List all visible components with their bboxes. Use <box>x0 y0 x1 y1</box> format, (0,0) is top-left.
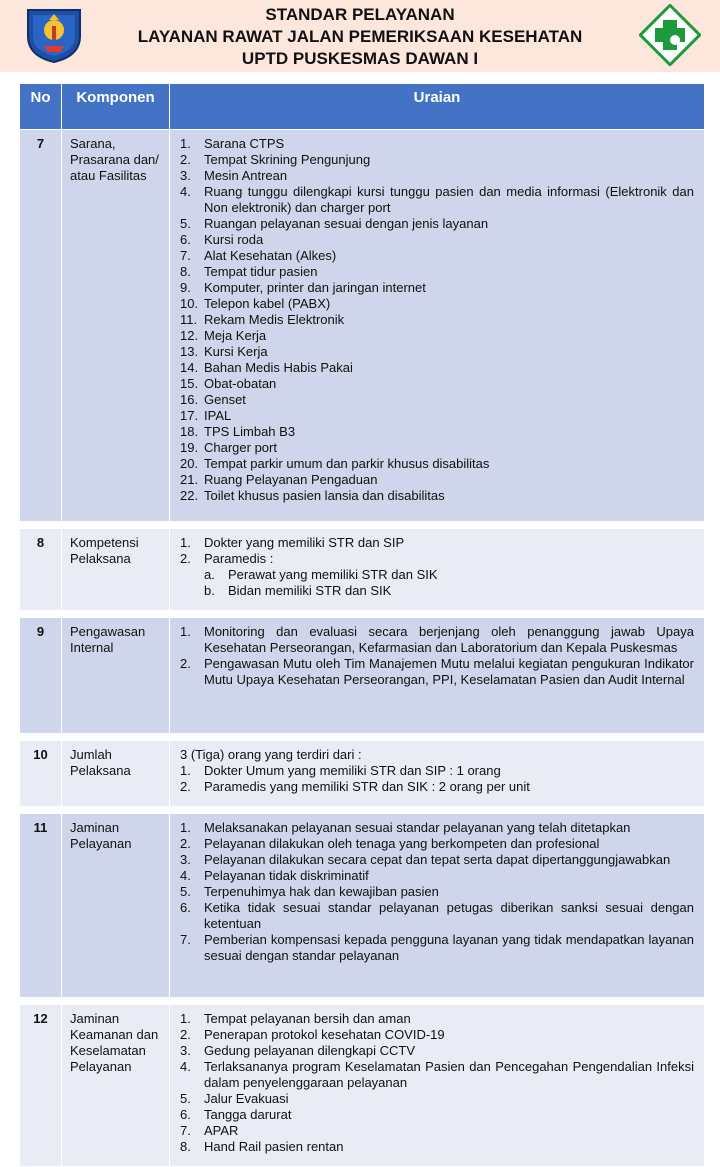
list-item-text: Komputer, printer dan jaringan internet <box>204 280 426 295</box>
list-item <box>180 900 694 932</box>
list-item-text: Ruang tunggu dilengkapi kursi tunggu pasien dan media informasi (Elektronik dan Non elektronik) dan charger port <box>204 184 694 215</box>
list-item <box>180 624 694 656</box>
list-item-number: 4. <box>180 184 191 199</box>
row-spacer-cell <box>20 998 705 1005</box>
row-uraian <box>170 814 705 998</box>
list-item-number: 5. <box>180 1091 191 1106</box>
row-spacer-cell <box>20 522 705 529</box>
list-item-text: Monitoring dan evaluasi secara berjenjang oleh penanggung jawab Upaya Kesehatan Perseorangan, Kefarmasian dan Laboratorium dan Kepala Puskesmas <box>204 624 694 655</box>
row-spacer-cell <box>20 611 705 618</box>
list-item-number: 21. <box>180 472 199 487</box>
list-item <box>180 456 694 472</box>
list-item <box>180 424 694 440</box>
list-item-number: 1. <box>180 763 191 778</box>
list-item <box>180 472 694 488</box>
standard-service-table <box>19 84 705 1167</box>
list-item <box>180 312 694 328</box>
uraian-list <box>180 1011 694 1155</box>
table-row <box>20 130 705 522</box>
list-item <box>180 820 694 836</box>
table-row <box>20 741 705 807</box>
list-item-number: 2. <box>180 836 191 851</box>
list-item-text: Charger port <box>204 440 277 455</box>
table-row <box>20 1005 705 1167</box>
list-item <box>180 1027 694 1043</box>
list-item-number: 6. <box>180 1107 191 1122</box>
list-item-text: TPS Limbah B3 <box>204 424 296 439</box>
list-item-text: Telepon kabel (PABX) <box>204 296 331 311</box>
list-item-number: 1. <box>180 1011 191 1026</box>
list-item <box>180 932 694 964</box>
list-item <box>180 360 694 376</box>
row-spacer <box>20 998 705 1005</box>
uraian-list <box>180 820 694 964</box>
list-item <box>180 488 694 504</box>
list-item-number: 20. <box>180 456 199 471</box>
list-item-number: 12. <box>180 328 199 343</box>
list-item-text: Kursi Kerja <box>204 344 268 359</box>
row-spacer <box>20 522 705 529</box>
row-number: 11 <box>20 814 62 998</box>
list-item <box>180 763 694 779</box>
list-item-number: 3. <box>180 852 191 867</box>
list-item-text: Paramedis yang memiliki STR dan SIK : 2 orang per unit <box>204 779 530 794</box>
sub-list-item-letter: b. <box>204 583 215 598</box>
uraian-list <box>180 763 694 795</box>
list-item-text: Tempat Skrining Pengunjung <box>204 152 371 167</box>
sub-list-item-text: Perawat yang memiliki STR dan SIK <box>228 567 438 582</box>
list-item-number: 4. <box>180 1059 191 1074</box>
title-line-1: STANDAR PELAYANAN <box>265 5 455 24</box>
list-item-text: IPAL <box>204 408 232 423</box>
list-item-number: 2. <box>180 656 191 671</box>
table-row <box>20 529 705 611</box>
list-item-number: 8. <box>180 264 191 279</box>
list-item <box>180 1139 694 1155</box>
list-item-text: Tempat tidur pasien <box>204 264 318 279</box>
list-item-text: Hand Rail pasien rentan <box>204 1139 344 1154</box>
list-item-text: Toilet khusus pasien lansia dan disabilitas <box>204 488 445 503</box>
list-item-text: Tempat pelayanan bersih dan aman <box>204 1011 411 1026</box>
title-line-3: UPTD PUSKESMAS DAWAN I <box>241 49 479 68</box>
list-item-text: Pelayanan tidak diskriminatif <box>204 868 369 883</box>
list-item-number: 10. <box>180 296 199 311</box>
list-item-number: 16. <box>180 392 199 407</box>
list-item <box>180 779 694 795</box>
list-item <box>180 1123 694 1139</box>
row-spacer-cell <box>20 734 705 741</box>
list-item <box>180 248 694 264</box>
list-item-text: Meja Kerja <box>204 328 267 343</box>
list-item-text: Alat Kesehatan (Alkes) <box>204 248 337 263</box>
list-item <box>180 376 694 392</box>
row-komponen: Jaminan Pelayanan <box>62 814 170 998</box>
list-item-number: 14. <box>180 360 199 375</box>
list-item <box>180 868 694 884</box>
list-item-text: Sarana CTPS <box>204 136 285 151</box>
sub-list-item <box>204 583 694 599</box>
uraian-list <box>180 535 694 599</box>
list-item-text: Paramedis : <box>204 551 274 566</box>
row-spacer-cell <box>20 807 705 814</box>
list-item-text: Penerapan protokol kesehatan COVID-19 <box>204 1027 445 1042</box>
list-item <box>180 852 694 868</box>
header-no: No <box>20 84 62 130</box>
list-item-text: Ruangan pelayanan sesuai dengan jenis layanan <box>204 216 489 231</box>
list-item-number: 9. <box>180 280 191 295</box>
sub-list-item-letter: a. <box>204 567 215 582</box>
list-item <box>180 551 694 599</box>
list-item <box>180 216 694 232</box>
list-item <box>180 408 694 424</box>
list-item <box>180 392 694 408</box>
list-item-number: 2. <box>180 551 191 566</box>
list-item-number: 18. <box>180 424 199 439</box>
row-komponen: Sarana, Prasarana dan/ atau Fasilitas <box>62 130 170 522</box>
list-item-number: 2. <box>180 779 191 794</box>
list-item <box>180 1091 694 1107</box>
row-uraian <box>170 130 705 522</box>
sub-list <box>204 567 694 599</box>
list-item-text: Ruang Pelayanan Pengaduan <box>204 472 378 487</box>
table-header-row <box>20 84 705 130</box>
row-number: 7 <box>20 130 62 522</box>
list-item <box>180 232 694 248</box>
row-number: 8 <box>20 529 62 611</box>
sub-list-item-text: Bidan memiliki STR dan SIK <box>228 583 392 598</box>
table-row <box>20 814 705 998</box>
header-komponen: Komponen <box>62 84 170 130</box>
row-komponen: Jumlah Pelaksana <box>62 741 170 807</box>
list-item-number: 11. <box>180 312 198 327</box>
row-number: 10 <box>20 741 62 807</box>
list-item <box>180 184 694 216</box>
list-item-number: 7. <box>180 1123 191 1138</box>
regional-emblem-icon <box>22 6 86 64</box>
list-item <box>180 1043 694 1059</box>
row-spacer <box>20 734 705 741</box>
list-item-text: Genset <box>204 392 246 407</box>
list-item-number: 7. <box>180 932 191 947</box>
list-item-number: 1. <box>180 535 191 550</box>
list-item-text: Mesin Antrean <box>204 168 288 183</box>
list-item-text: Jalur Evakuasi <box>204 1091 289 1106</box>
row-komponen: Jaminan Keamanan dan Keselamatan Pelayanan <box>62 1005 170 1167</box>
list-item <box>180 1011 694 1027</box>
list-item-number: 1. <box>180 624 191 639</box>
list-item-number: 15. <box>180 376 199 391</box>
list-item-number: 4. <box>180 868 191 883</box>
list-item <box>180 1059 694 1091</box>
list-item-text: Dokter yang memiliki STR dan SIP <box>204 535 405 550</box>
list-item-text: Tempat parkir umum dan parkir khusus disabilitas <box>204 456 490 471</box>
list-item-number: 2. <box>180 1027 191 1042</box>
list-item-number: 6. <box>180 232 191 247</box>
page-header <box>0 0 720 72</box>
list-item-text: Melaksanakan pelayanan sesuai standar pelayanan yang telah ditetapkan <box>204 820 631 835</box>
list-item <box>180 1107 694 1123</box>
row-komponen: Pengawasan Internal <box>62 618 170 734</box>
uraian-intro: 3 (Tiga) orang yang terdiri dari : <box>180 747 362 762</box>
list-item-text: Obat-obatan <box>204 376 277 391</box>
list-item-number: 22. <box>180 488 199 503</box>
list-item-text: Pelayanan dilakukan oleh tenaga yang berkompeten dan profesional <box>204 836 600 851</box>
list-item-number: 19. <box>180 440 199 455</box>
list-item-number: 8. <box>180 1139 191 1154</box>
uraian-list <box>180 624 694 688</box>
title-line-2: LAYANAN RAWAT JALAN PEMERIKSAAN KESEHATAN <box>137 27 583 46</box>
uraian-list <box>180 136 694 504</box>
list-item-number: 2. <box>180 152 191 167</box>
list-item-text: Bahan Medis Habis Pakai <box>204 360 353 375</box>
row-uraian <box>170 1005 705 1167</box>
list-item <box>180 136 694 152</box>
list-item-text: Kursi roda <box>204 232 264 247</box>
list-item-number: 5. <box>180 216 191 231</box>
list-item-text: Tangga darurat <box>204 1107 292 1122</box>
list-item-number: 7. <box>180 248 191 263</box>
row-spacer <box>20 807 705 814</box>
list-item-number: 17. <box>180 408 199 423</box>
row-uraian <box>170 618 705 734</box>
list-item-text: Gedung pelayanan dilengkapi CCTV <box>204 1043 416 1058</box>
header-uraian: Uraian <box>170 84 705 130</box>
list-item <box>180 152 694 168</box>
page-title <box>90 4 630 70</box>
list-item-text: Ketika tidak sesuai standar pelayanan petugas diberikan sanksi sesuai dengan ketentuan <box>204 900 694 931</box>
row-number: 9 <box>20 618 62 734</box>
list-item <box>180 535 694 551</box>
list-item-number: 3. <box>180 1043 191 1058</box>
list-item-number: 6. <box>180 900 191 915</box>
row-number: 12 <box>20 1005 62 1167</box>
row-uraian <box>170 741 705 807</box>
list-item <box>180 656 694 688</box>
list-item <box>180 836 694 852</box>
list-item-text: Pelayanan dilakukan secara cepat dan tepat serta dapat dipertanggungjawabkan <box>204 852 671 867</box>
list-item <box>180 280 694 296</box>
puskesmas-cross-icon <box>639 4 701 66</box>
list-item-number: 13. <box>180 344 199 359</box>
list-item-text: Pengawasan Mutu oleh Tim Manajemen Mutu melalui kegiatan pengukuran Indikator Mutu Upaya Kesehatan Perseorangan, PPI, Keselamatan Pasien dan Audit Internal <box>204 656 694 687</box>
list-item-number: 1. <box>180 136 191 151</box>
sub-list-item <box>204 567 694 583</box>
list-item-text: Rekam Medis Elektronik <box>204 312 345 327</box>
list-item <box>180 884 694 900</box>
list-item <box>180 328 694 344</box>
list-item-number: 5. <box>180 884 191 899</box>
list-item-number: 1. <box>180 820 191 835</box>
list-item <box>180 344 694 360</box>
table-row <box>20 618 705 734</box>
list-item <box>180 264 694 280</box>
row-komponen: Kompetensi Pelaksana <box>62 529 170 611</box>
list-item-number: 3. <box>180 168 191 183</box>
list-item <box>180 296 694 312</box>
list-item-text: Dokter Umum yang memiliki STR dan SIP : 1 orang <box>204 763 501 778</box>
list-item-text: APAR <box>204 1123 239 1138</box>
list-item-text: Terlaksananya program Keselamatan Pasien dan Pencegahan Pengendalian Infeksi dalam penyelenggaraan pelayanan <box>204 1059 694 1090</box>
row-spacer <box>20 611 705 618</box>
list-item-text: Terpenuhimya hak dan kewajiban pasien <box>204 884 439 899</box>
row-uraian <box>170 529 705 611</box>
list-item <box>180 168 694 184</box>
list-item-text: Pemberian kompensasi kepada pengguna layanan yang tidak mendapatkan layanan sesuai dengan standar pelayanan <box>204 932 694 963</box>
list-item <box>180 440 694 456</box>
